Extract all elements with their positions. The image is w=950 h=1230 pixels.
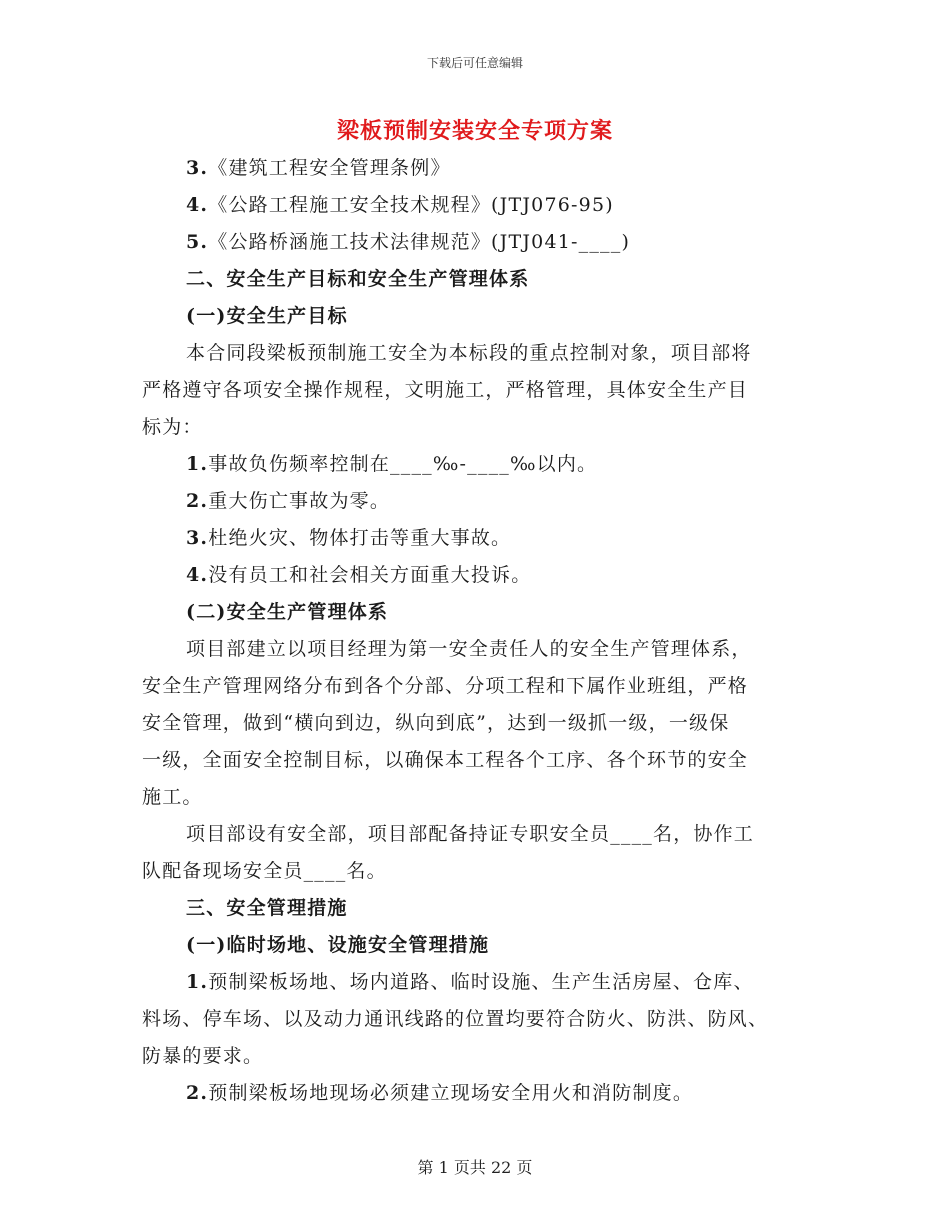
text-line: [142, 705, 802, 742]
line-text: 料场、停车场、以及动力通讯线路的位置均要符合防火、防洪、防风、: [142, 1008, 769, 1030]
text-line: [142, 631, 802, 668]
text-line: [142, 1038, 802, 1075]
line-text: 标为：: [142, 416, 203, 438]
text-line: [142, 446, 802, 483]
section-heading: [142, 927, 802, 964]
item-number: 2.: [186, 490, 209, 512]
line-text: 重大伤亡事故为零。: [208, 490, 391, 512]
line-text: (二)安全生产管理体系: [186, 601, 389, 623]
line-text: 项目部设有安全部，项目部配备持证专职安全员____名，协作工: [186, 823, 755, 845]
text-line: [142, 742, 802, 779]
line-text: 严格遵守各项安全操作规程，文明施工，严格管理，具体安全生产目: [142, 379, 749, 401]
text-line: [142, 520, 802, 557]
section-heading: [142, 890, 802, 927]
line-text: 预制梁板场地现场必须建立现场安全用火和消防制度。: [208, 1082, 694, 1104]
section-heading: [142, 298, 802, 335]
line-text: 三、安全管理措施: [186, 897, 348, 919]
text-line: [142, 964, 802, 1001]
line-text: 施工。: [142, 786, 203, 808]
header-note: 下载后可任意编辑: [426, 56, 523, 70]
item-number: 3.: [186, 157, 209, 179]
text-line: [142, 816, 802, 853]
text-line: [142, 224, 802, 261]
line-text: 二、安全生产目标和安全生产管理体系: [186, 268, 530, 290]
text-line: [142, 483, 802, 520]
line-text: 《公路工程施工安全技术规程》(JTJ076-95): [208, 194, 614, 216]
text-line: [142, 853, 802, 890]
document-title: 梁板预制安装安全专项方案: [336, 118, 613, 144]
line-text: 事故负伤频率控制在____‰-____‰以内。: [208, 453, 598, 475]
text-line: [142, 557, 802, 594]
document-body: [142, 150, 802, 1112]
line-text: 安全管理，做到“横向到边，纵向到底”，达到一级抓一级，一级保: [142, 712, 730, 734]
text-line: [142, 335, 802, 372]
page-footer: 第 1 页共 22 页: [417, 1158, 533, 1177]
line-text: 杜绝火灾、物体打击等重大事故。: [208, 527, 512, 549]
text-line: [142, 779, 802, 816]
text-line: [142, 668, 802, 705]
line-text: 《公路桥涵施工技术法律规范》(JTJ041-____): [208, 231, 631, 253]
text-line: [142, 187, 802, 224]
text-line: [142, 372, 802, 409]
item-number: 4.: [186, 194, 209, 216]
line-text: 一级，全面安全控制目标，以确保本工程各个工序、各个环节的安全: [142, 749, 749, 771]
line-text: 《建筑工程安全管理条例》: [208, 157, 451, 179]
item-number: 1.: [186, 971, 209, 993]
text-line: [142, 1075, 802, 1112]
item-number: 5.: [186, 231, 209, 253]
line-text: 队配备现场安全员____名。: [142, 860, 387, 882]
line-text: (一)临时场地、设施安全管理措施: [186, 934, 490, 956]
section-heading: [142, 261, 802, 298]
text-line: [142, 1001, 802, 1038]
text-line: [142, 409, 802, 446]
item-number: 2.: [186, 1082, 209, 1104]
item-number: 4.: [186, 564, 209, 586]
line-text: 安全生产管理网络分布到各个分部、分项工程和下属作业班组，严格: [142, 675, 749, 697]
line-text: 没有员工和社会相关方面重大投诉。: [208, 564, 532, 586]
line-text: 项目部建立以项目经理为第一安全责任人的安全生产管理体系，: [186, 638, 752, 660]
line-text: 预制梁板场地、场内道路、临时设施、生产生活房屋、仓库、: [208, 971, 754, 993]
line-text: 本合同段梁板预制施工安全为本标段的重点控制对象，项目部将: [186, 342, 752, 364]
item-number: 1.: [186, 453, 209, 475]
item-number: 3.: [186, 527, 209, 549]
section-heading: [142, 594, 802, 631]
line-text: 防暴的要求。: [142, 1045, 264, 1067]
line-text: (一)安全生产目标: [186, 305, 348, 327]
text-line: [142, 150, 802, 187]
